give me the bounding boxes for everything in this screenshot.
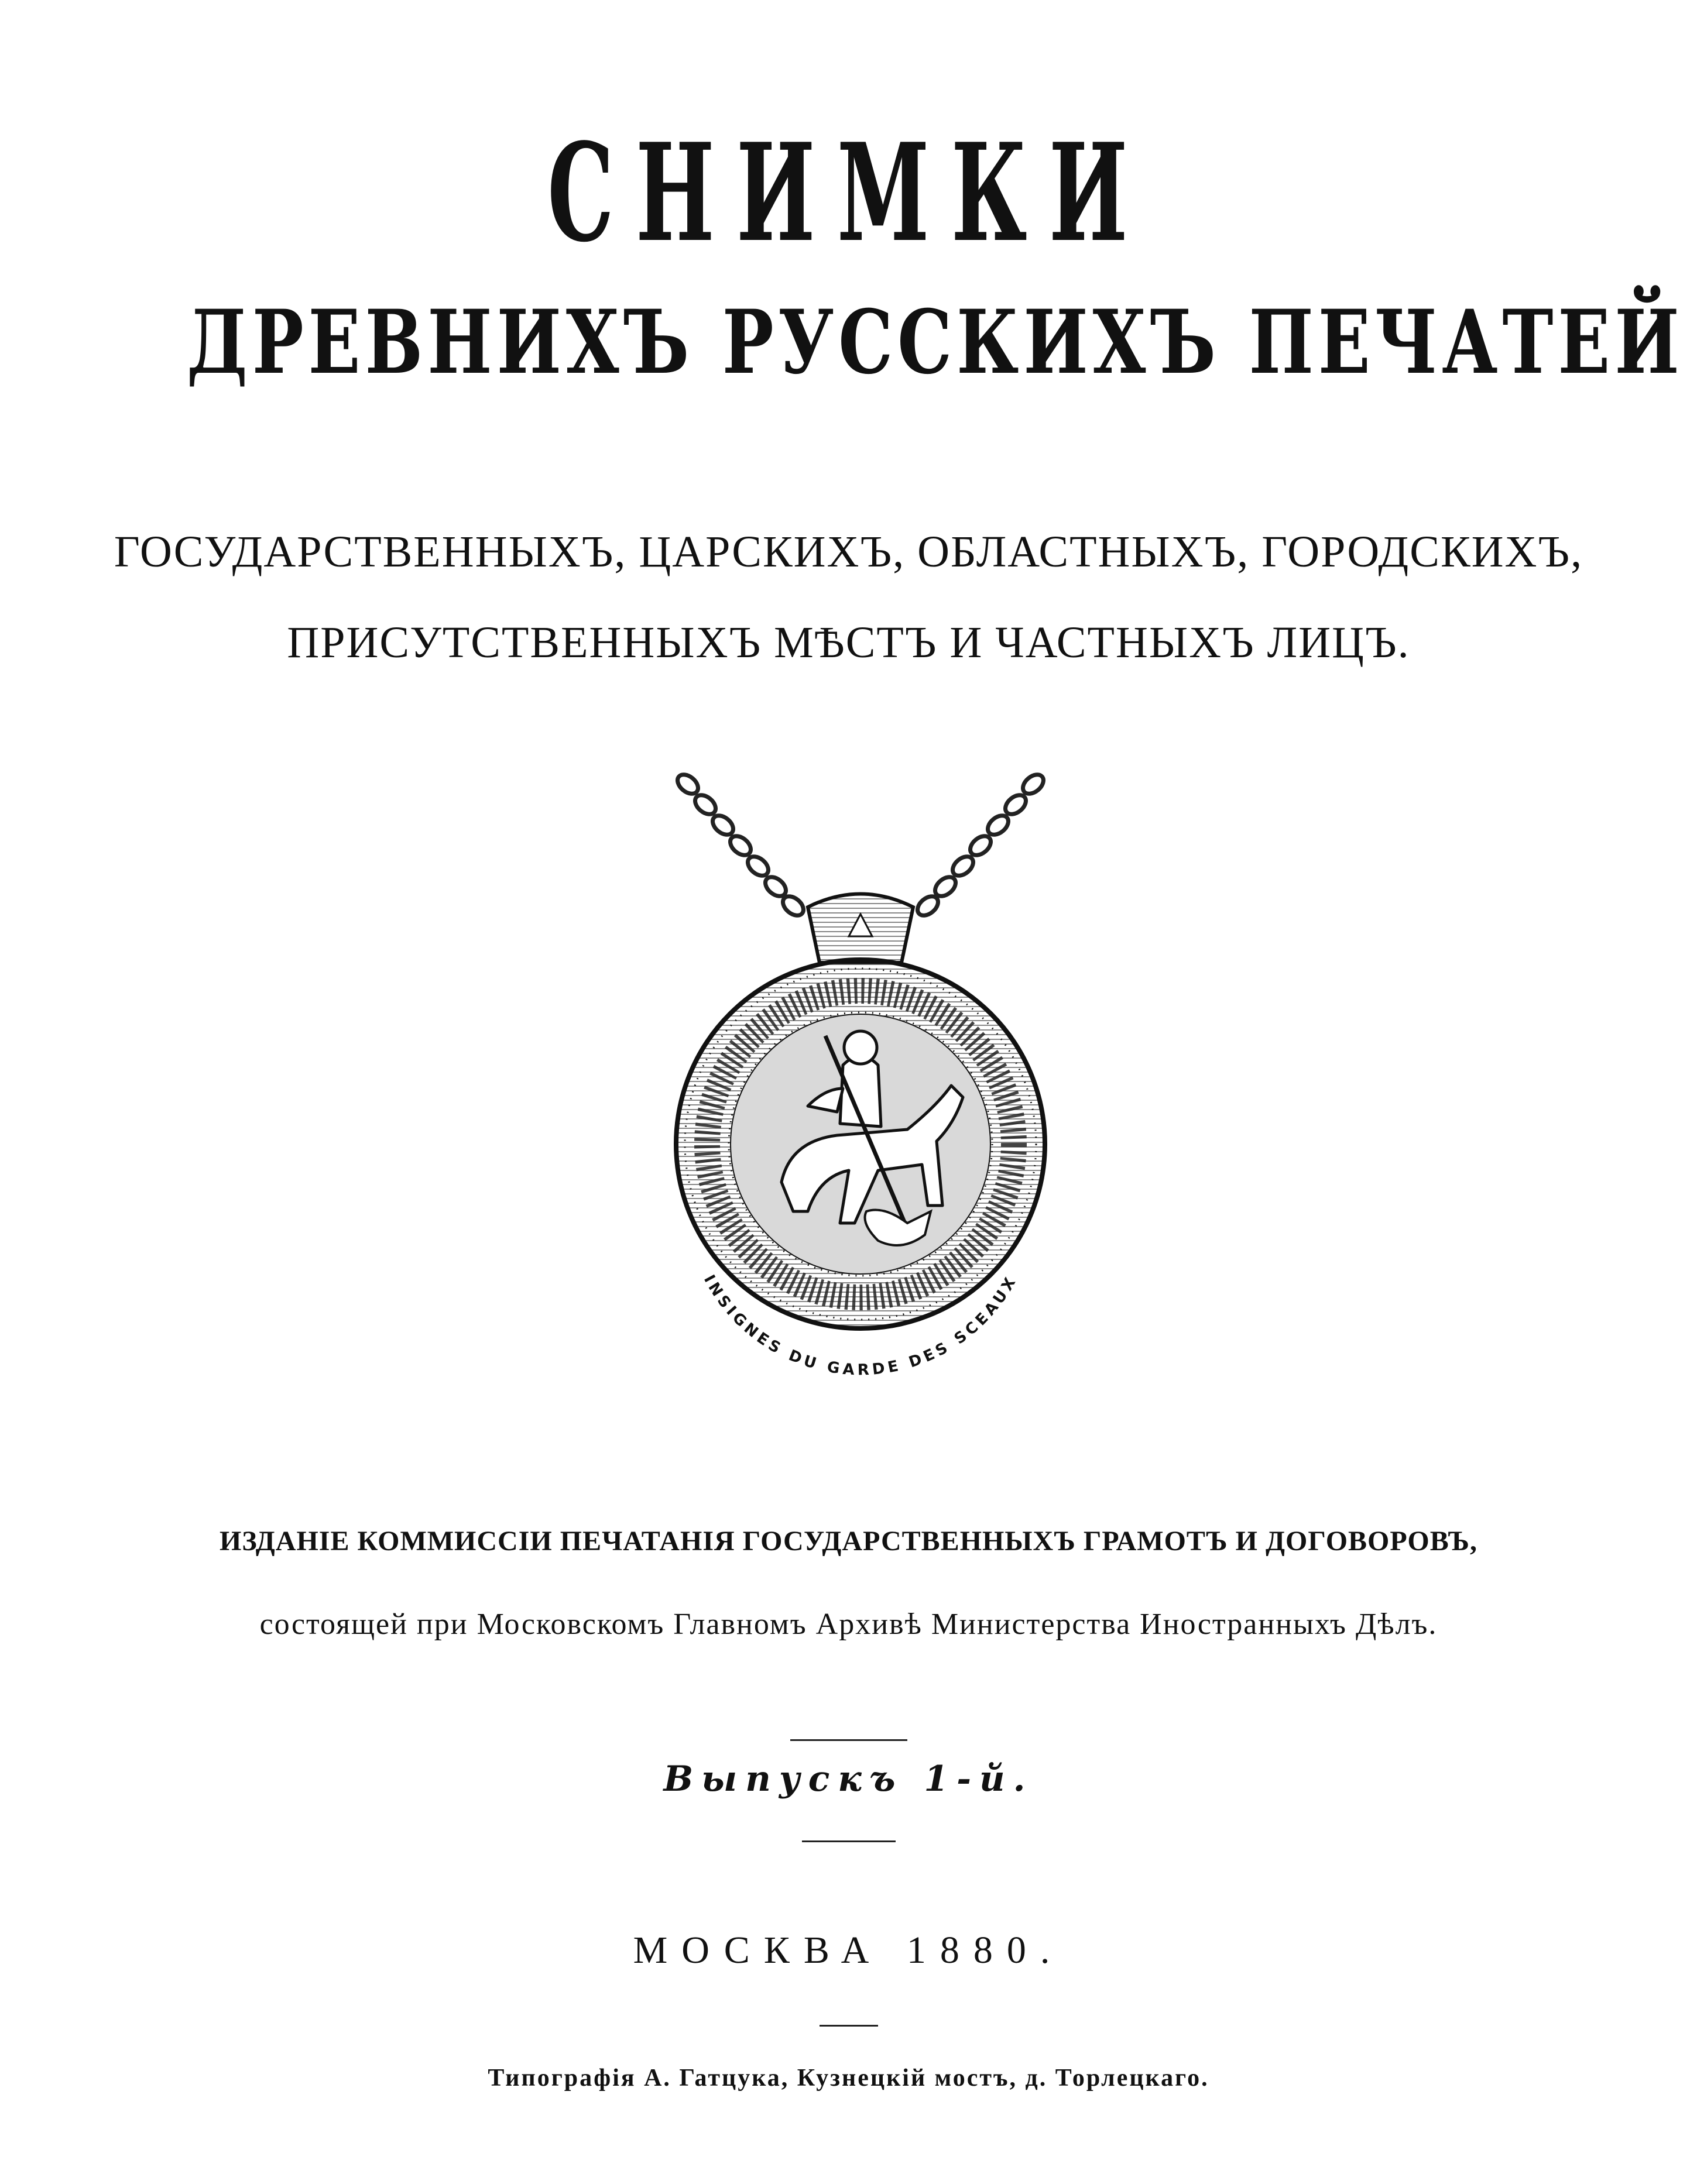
publisher-line-2: состоящей при Московскомъ Главномъ Архивѣ Министерства Иностранныхъ Дѣлъ.: [259, 1608, 1438, 1641]
divider-rule: [802, 1840, 896, 1842]
book-title-subline: ДРЕВНИХЪ РУССКИХЪ ПЕЧАТЕЙ: [186, 291, 1684, 394]
printer-imprint: Типографія А. Гатцука, Кузнецкій мостъ, д. Торлецкаго.: [488, 2065, 1209, 2092]
subtitle-line-2: ПРИСУТСТВЕННЫХЪ МѢСТЪ И ЧАСТНЫХЪ ЛИЦЪ.: [287, 618, 1410, 667]
divider-rule: [790, 1739, 907, 1741]
issue-number: Выпускъ 1-й.: [663, 1759, 1034, 1800]
subtitle-line-1: ГОСУДАРСТВЕННЫХЪ, ЦАРСКИХЪ, ОБЛАСТНЫХЪ, ГОРОДСКИХЪ,: [114, 527, 1583, 576]
book-title: СНИМКИ: [547, 114, 1150, 272]
chain-left: [674, 771, 807, 919]
publisher-line-1: ИЗДАНІЕ КОММИССІИ ПЕЧАТАНІЯ ГОСУДАРСТВЕННЫХЪ ГРАМОТЪ И ДОГОВОРОВЪ,: [220, 1526, 1477, 1557]
city-year: МОСКВА 1880.: [633, 1929, 1064, 1972]
seal-illustration: [632, 761, 1089, 1440]
seal-caption: INSIGNES DU GARDE DES SCEAUX: [700, 1272, 1021, 1379]
chain-right: [914, 771, 1047, 919]
divider-rule: [820, 2025, 878, 2027]
